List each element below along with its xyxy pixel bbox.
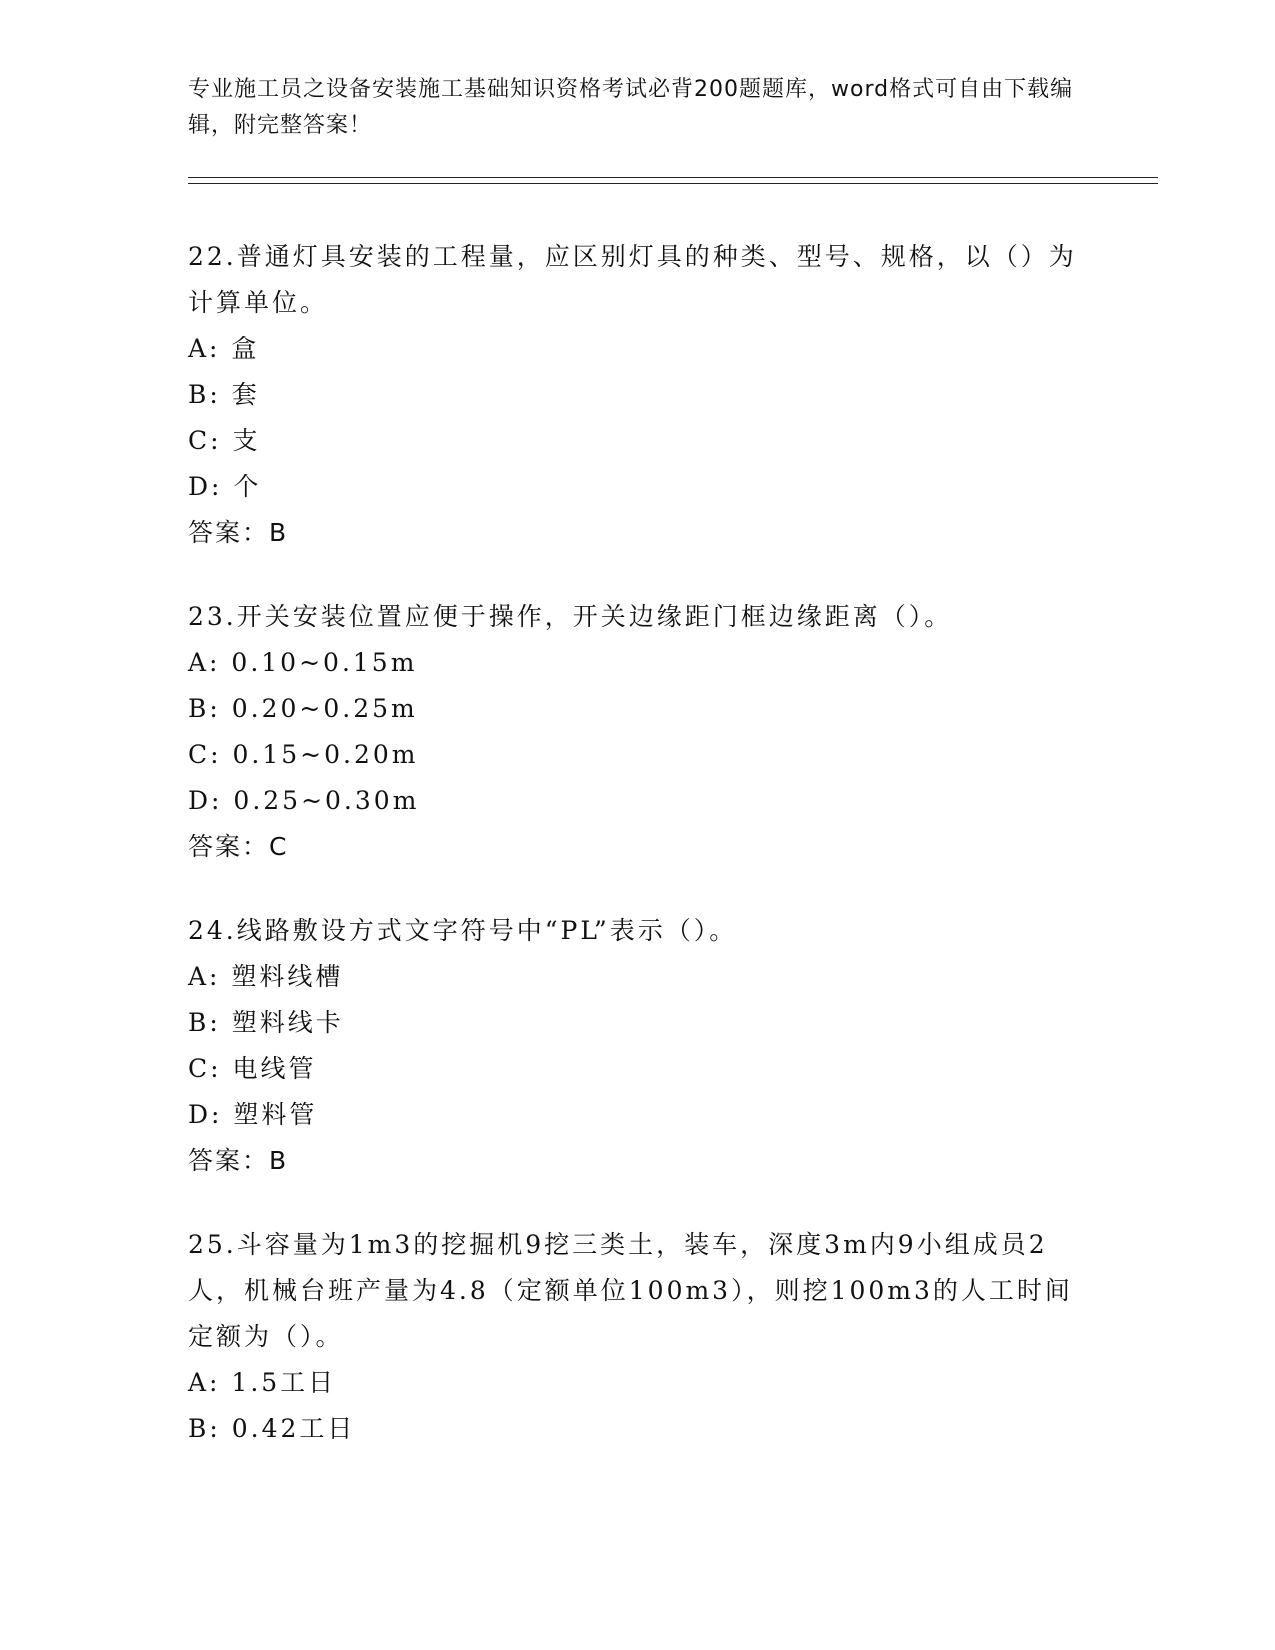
option-a: A: 盒 — [188, 334, 260, 363]
document-header-title: 专业施工员之设备安装施工基础知识资格考试必背200题题库，word格式可自由下载编辑，附完整答案！ — [188, 77, 1074, 138]
question-text: 22.普通灯具安装的工程量，应区别灯具的种类、型号、规格，以（）为计算单位。 — [188, 242, 1077, 317]
header-divider-bottom — [188, 183, 1158, 184]
question-text: 24.线路敷设方式文字符号中“PL”表示（）。 — [188, 916, 738, 945]
option-d: D: 0.25~0.30m — [188, 786, 420, 815]
question-text: 23.开关安装位置应便于操作，开关边缘距门框边缘距离（）。 — [188, 602, 953, 631]
option-a: A: 0.10~0.15m — [188, 648, 418, 677]
option-b: B: 套 — [188, 380, 260, 409]
answer-label: 答案：C — [188, 832, 289, 861]
question-text: 25.斗容量为1m3的挖掘机9挖三类土，装车，深度3m内9小组成员2人，机械台班产量为4.8（定额单位100m3），则挖100m3的人工时间定额为（）。 — [188, 1230, 1073, 1351]
option-b: B: 0.42工日 — [188, 1414, 356, 1443]
answer-label: 答案：B — [188, 1146, 289, 1175]
option-b: B: 0.20~0.25m — [188, 694, 418, 723]
answer-label: 答案：B — [188, 518, 289, 547]
question-24 — [188, 908, 1088, 1184]
question-25 — [188, 1222, 1088, 1452]
option-b: B: 塑料线卡 — [188, 1008, 344, 1037]
header-divider-top — [188, 177, 1158, 178]
option-d: D: 个 — [188, 472, 262, 501]
option-a: A: 1.5工日 — [188, 1368, 337, 1397]
option-c: C: 电线管 — [188, 1054, 317, 1083]
option-c: C: 支 — [188, 426, 261, 455]
option-a: A: 塑料线槽 — [188, 962, 344, 991]
question-list — [188, 234, 1088, 1490]
option-d: D: 塑料管 — [188, 1100, 318, 1129]
question-23 — [188, 594, 1088, 870]
question-22 — [188, 234, 1088, 556]
option-c: C: 0.15~0.20m — [188, 740, 419, 769]
